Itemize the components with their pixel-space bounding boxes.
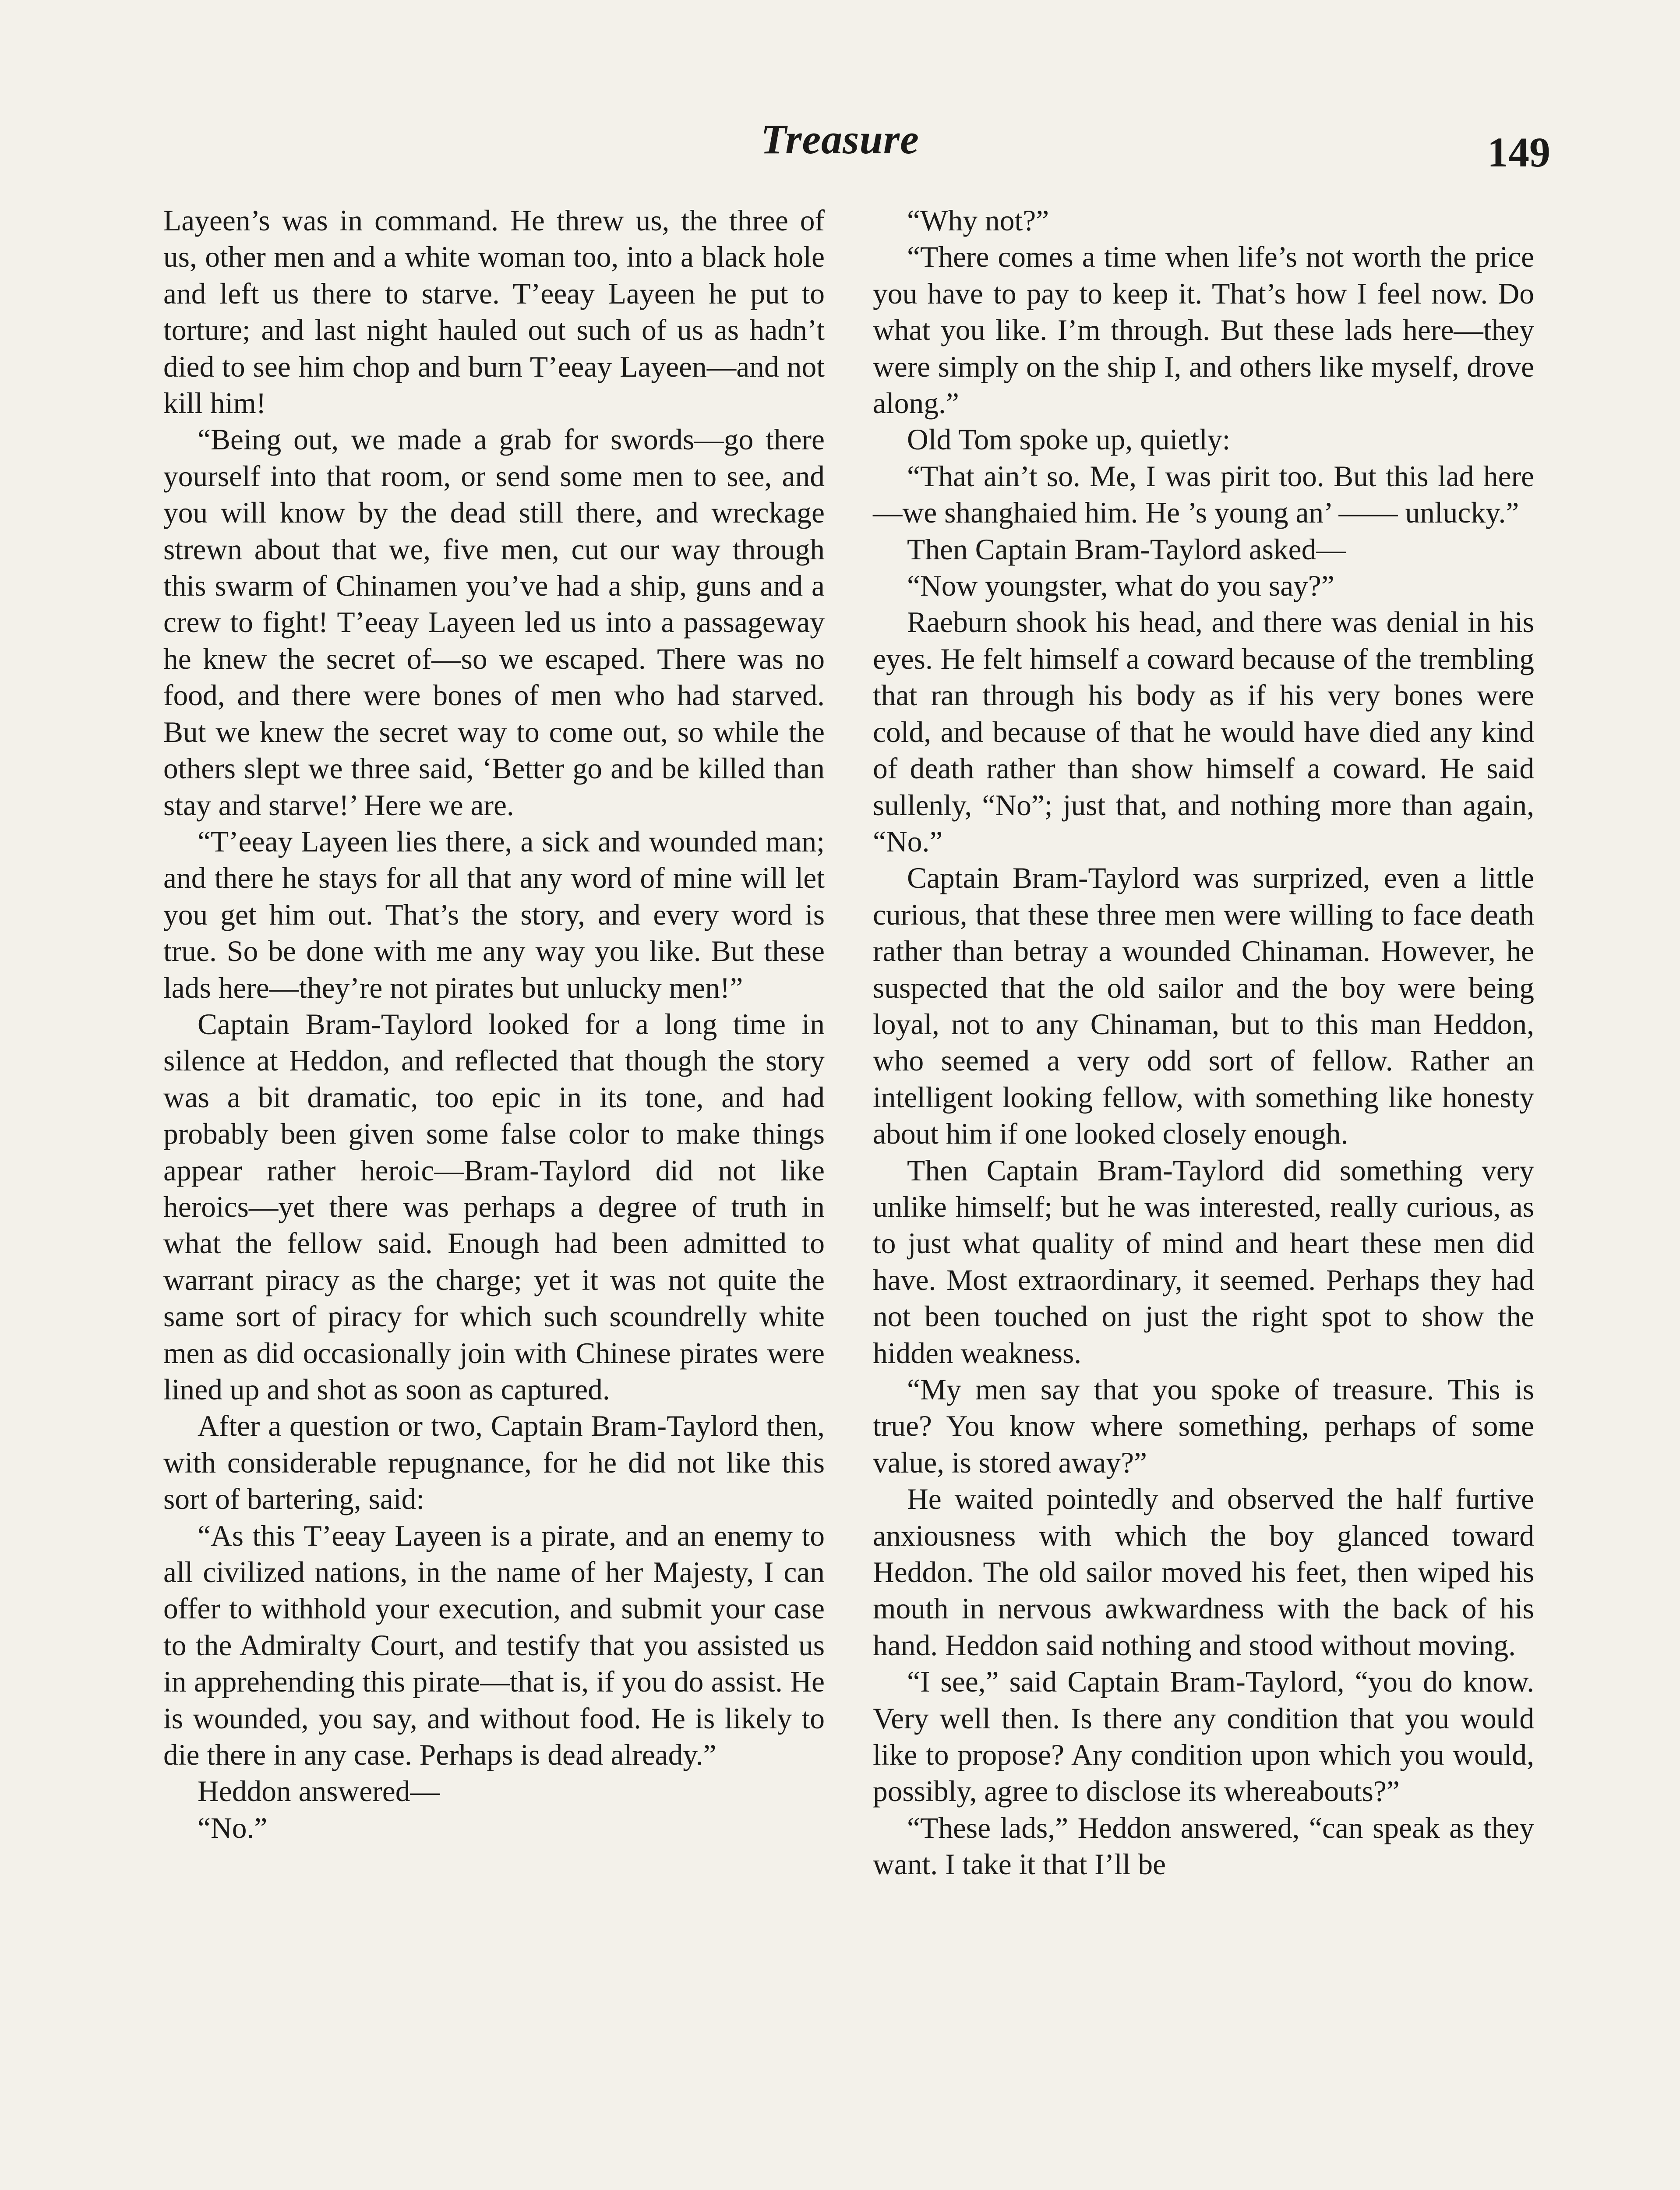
paragraph: Captain Bram-Taylord looked for a long time in silence at Heddon, and reflected that though the story was a bit dramatic, too epic in its tone, and had probably been given some false color to make things appear rather heroic—Bram-Taylord did not like heroics—yet there was perhaps a degree of truth in what the fellow said. Enough had been admitted to warrant piracy as the charge; yet it was not quite the same sort of piracy for which such scoundrelly white men as did occasionally join with Chinese pirates were lined up and shot as soon as captured. bbox=[163, 1007, 825, 1406]
paragraph: Captain Bram-Taylord was surprized, even a little curious, that these three men were willing to face death rather than betray a wounded Chinaman. However, he suspected that the old sailor and the boy were being loyal, not to any Chinaman, but to this man Heddon, who seemed a very odd sort of fellow. Rather an intelligent looking fellow, with something like honesty about him if one looked closely enough. bbox=[873, 862, 1534, 1151]
paragraph: “Now youngster, what do you say?” bbox=[907, 569, 1334, 603]
paragraph: “Being out, we made a grab for swords—go there yourself into that room, or send some men to see, and you will know by the dead still there, and wreckage strewn about that we, five men, cut our way through this swarm of Chinamen you’ve had a ship, guns and a crew to fight! T’eeay Layeen led us into a passageway he knew the secret of—so we escaped. There was no food, and there were bones of men who had starved. But we knew the secret way to come out, so while the others slept we three said, ‘Better go and be killed than stay and starve!’ Here we are. bbox=[163, 423, 825, 822]
paragraph: “T’eeay Layeen lies there, a sick and wounded man; and there he stays for all that any word of mine will let you get him out. That’s the story, and every word is true. So be done with me any way you like. But these lads here—they’re not pirates but unlucky men!” bbox=[163, 825, 825, 1004]
paragraph: “As this T’eeay Layeen is a pirate, and an enemy to all civilized nations, in the name of her Majesty, I can offer to withhold your execution, and submit your case to the Admiralty Court, and testify that you assisted us in apprehending this pirate—that is, if you do assist. He is wounded, you say, and without food. He is likely to die there in any case. Perhaps is dead already.” bbox=[163, 1519, 825, 1772]
paragraph: “Why not?” bbox=[907, 204, 1049, 237]
paragraph: Raeburn shook his head, and there was denial in his eyes. He felt himself a coward because of the trembling that ran through his body as if his very bones were cold, and because of that he would have died any kind of death rather than show himself a coward. He said sullenly, “No”; just that, and nothing more than again, “No.” bbox=[873, 606, 1534, 858]
paragraph: Old Tom spoke up, quietly: bbox=[907, 423, 1231, 456]
paragraph: “These lads,” Heddon answered, “can speak as they want. I take it that I’ll be bbox=[873, 1811, 1534, 1881]
paragraph: Then Captain Bram-Taylord asked— bbox=[907, 533, 1346, 566]
paragraph: Then Captain Bram-Taylord did something very unlike himself; but he was interested, really curious, as to just what quality of mind and heart these men did have. Most extraordinary, it seemed. Perhaps they had not been touched on just the right spot to show the hidden weakness. bbox=[873, 1154, 1534, 1370]
paragraph: Heddon answered— bbox=[198, 1775, 440, 1808]
paragraph: Layeen’s was in command. He threw us, the three of us, other men and a white woman too, into a black hole and left us there to starve. T’eeay Layeen he put to torture; and last night hauled out such of us as hadn’t died to see him chop and burn T’eeay Layeen—and not kill him! bbox=[163, 204, 825, 420]
paragraph: “I see,” said Captain Bram-Taylord, “you do know. Very well then. Is there any condition that you would like to propose? Any condition upon which you would, possibly, agree to disclose its whereabouts?” bbox=[873, 1665, 1534, 1808]
left-text-column bbox=[163, 202, 825, 1846]
page-number: 149 bbox=[1487, 129, 1550, 176]
paragraph: “No.” bbox=[198, 1811, 268, 1844]
paragraph: After a question or two, Captain Bram-Taylord then, with considerable repugnance, for he did not like this sort of bartering, said: bbox=[163, 1409, 825, 1516]
running-head-title: Treasure bbox=[761, 116, 919, 162]
paragraph: “There comes a time when life’s not worth the price you have to pay to keep it. That’s how I feel now. Do what you like. I’m through. But these lads here—they were simply on the ship I, and others like myself, drove along.” bbox=[873, 240, 1534, 420]
paragraph: He waited pointedly and observed the half furtive anxiousness with which the boy glanced toward Heddon. The old sailor moved his feet, then wiped his mouth in nervous awkwardness with the back of his hand. Heddon said nothing and stood without moving. bbox=[873, 1483, 1534, 1662]
paragraph: “That ain’t so. Me, I was pirit too. But this lad here—we shanghaied him. He ’s young an’ —— unlucky.” bbox=[873, 459, 1534, 530]
right-text-column bbox=[873, 202, 1534, 1883]
paragraph: “My men say that you spoke of treasure. This is true? You know where something, perhaps of some value, is stored away?” bbox=[873, 1373, 1534, 1479]
